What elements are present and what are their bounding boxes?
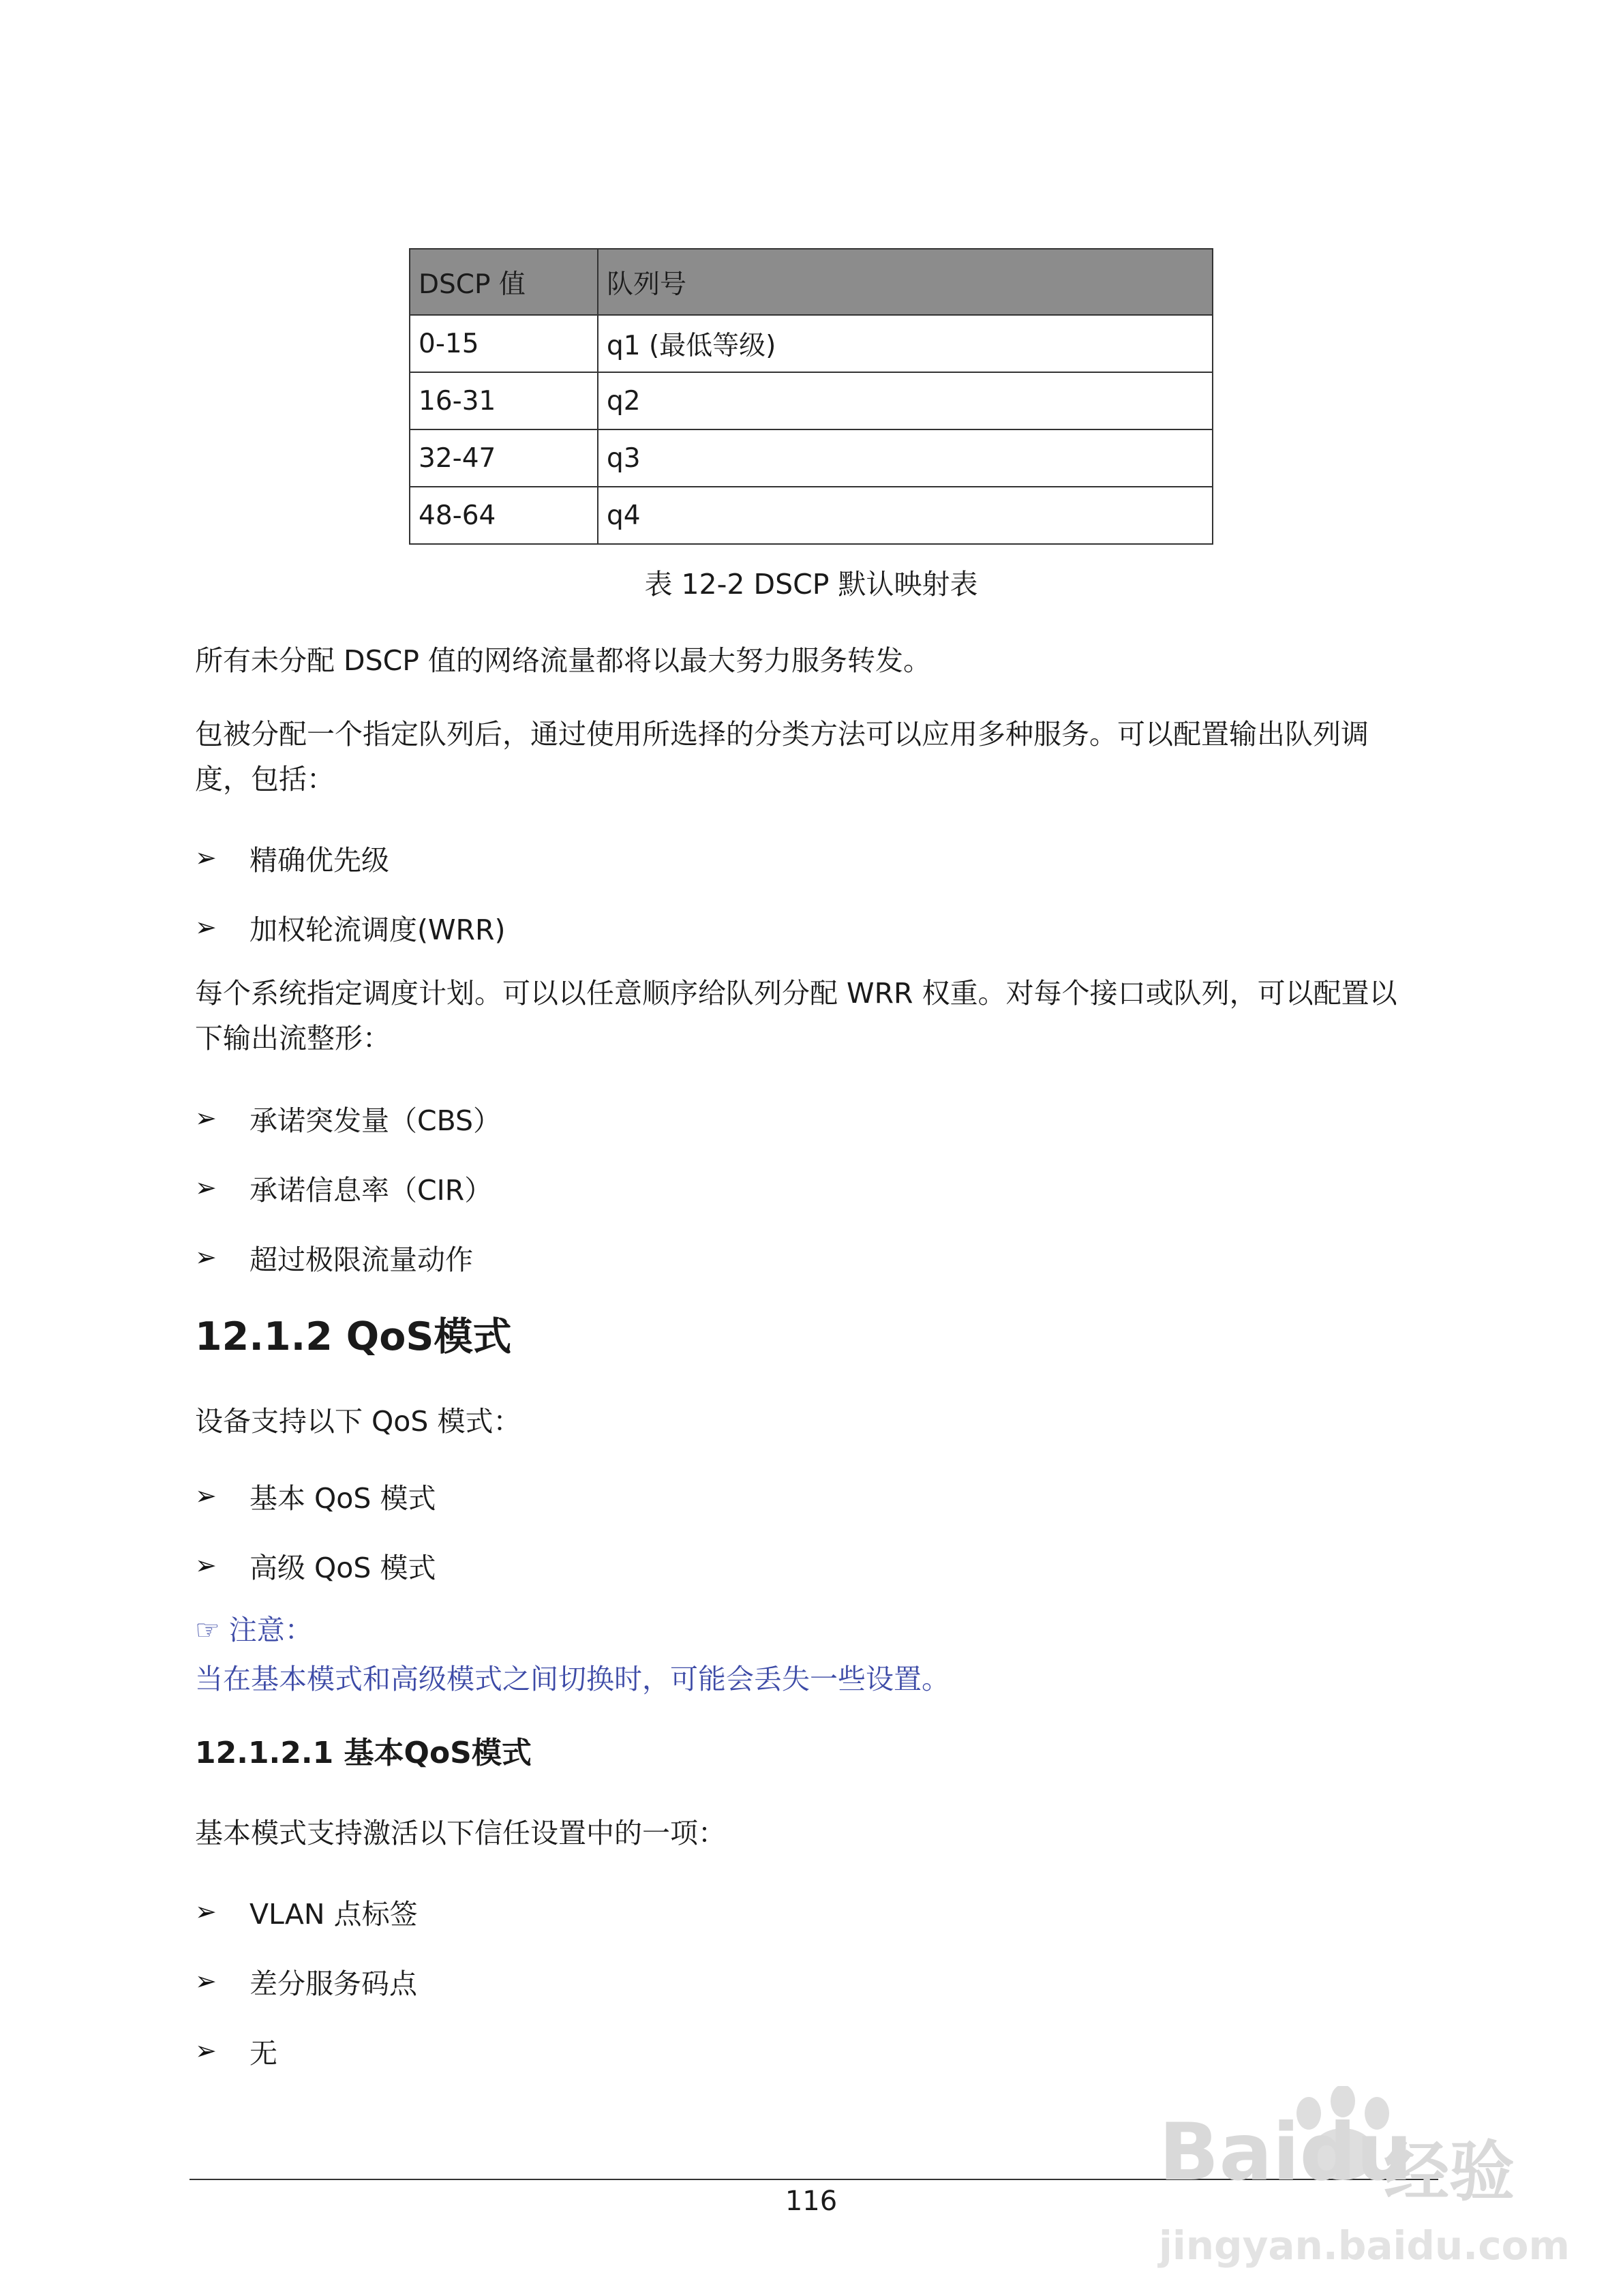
list-item-text: 承诺突发量（CBS）: [249, 1104, 502, 1137]
arrow-bullet-icon: ➢: [195, 2036, 217, 2066]
table-caption: 表 12-2 DSCP 默认映射表: [644, 568, 978, 601]
paragraph-line: 每个系统指定调度计划。可以以任意顺序给队列分配 WRR 权重。对每个接口或队列，可以配置以: [195, 977, 1397, 1010]
list-item: [195, 1167, 492, 1208]
watermark-url: jingyan.baidu.com: [1159, 2222, 1570, 2269]
note-text: 当在基本模式和高级模式之间切换时，可能会丢失一些设置。: [195, 1663, 950, 1695]
list-item: [195, 1475, 436, 1516]
table-cell: q1 (最低等级): [598, 315, 1213, 372]
table-header-row: [410, 249, 1213, 315]
watermark-brand: Bai: [1159, 2106, 1300, 2199]
table-cell: 32-47: [410, 429, 598, 487]
page-number: 116: [785, 2186, 838, 2217]
list-item-text: 超过极限流量动作: [249, 1243, 473, 1276]
arrow-bullet-icon: ➢: [195, 1481, 217, 1511]
list-item-text: 精确优先级: [249, 843, 389, 877]
list-item-text: 基本 QoS 模式: [249, 1481, 436, 1515]
table-cell: 48-64: [410, 487, 598, 544]
table-row: [410, 429, 1213, 487]
list-item: [195, 1891, 418, 1932]
arrow-bullet-icon: ➢: [195, 843, 217, 873]
paragraph-line: 下输出流整形：: [195, 1022, 391, 1055]
list-item-text: 差分服务码点: [249, 1967, 417, 2000]
list-item: [195, 1237, 473, 1278]
arrow-bullet-icon: ➢: [195, 1966, 217, 1996]
paragraph-scheduling: [195, 971, 1442, 1061]
list-item-text: VLAN 点标签: [249, 1897, 418, 1931]
dscp-mapping-table: [409, 248, 1213, 545]
paragraph-trust-intro: 基本模式支持激活以下信任设置中的一项：: [195, 1817, 726, 1849]
pointing-hand-icon: ☞: [195, 1614, 220, 1646]
list-item: [195, 2030, 277, 2071]
watermark-jingyan: 经验: [1384, 2134, 1515, 2210]
arrow-bullet-icon: ➢: [195, 1173, 217, 1203]
list-item: [195, 1961, 417, 2002]
table-cell: q3: [598, 429, 1213, 487]
note-label-row: [195, 1610, 313, 1650]
paragraph-line: 度，包括：: [195, 763, 335, 796]
table-header-queue: 队列号: [598, 249, 1213, 315]
arrow-bullet-icon: ➢: [195, 912, 217, 942]
list-item: [195, 907, 506, 948]
list-item: [195, 837, 389, 878]
table-header-dscp: DSCP 值: [410, 249, 598, 315]
list-item-text: 高级 QoS 模式: [249, 1551, 436, 1584]
paragraph-queue-services: [195, 712, 1442, 802]
arrow-bullet-icon: ➢: [195, 1897, 217, 1927]
table-cell: q4: [598, 487, 1213, 544]
table-row: [410, 372, 1213, 429]
note-label: 注意：: [228, 1614, 313, 1646]
table-cell: 0-15: [410, 315, 598, 372]
arrow-bullet-icon: ➢: [195, 1242, 217, 1272]
list-item-text: 加权轮流调度(WRR): [249, 913, 506, 946]
arrow-bullet-icon: ➢: [195, 1550, 217, 1580]
paragraph-line: 包被分配一个指定队列后，通过使用所选择的分类方法可以应用多种服务。可以配置输出队列调: [195, 718, 1369, 751]
list-item-text: 承诺信息率（CIR）: [249, 1173, 493, 1207]
table-cell: q2: [598, 372, 1213, 429]
list-item: [195, 1545, 436, 1586]
table-row: [410, 487, 1213, 544]
table-row: [410, 315, 1213, 372]
arrow-bullet-icon: ➢: [195, 1103, 217, 1133]
list-item: [195, 1098, 501, 1138]
subsection-heading: 12.1.2.1 基本QoS模式: [195, 1736, 532, 1770]
paragraph-unassigned-dscp: 所有未分配 DSCP 值的网络流量都将以最大努力服务转发。: [195, 644, 932, 677]
paragraph-modes-intro: 设备支持以下 QoS 模式：: [195, 1405, 521, 1438]
list-item-text: 无: [249, 2036, 277, 2070]
table-cell: 16-31: [410, 372, 598, 429]
section-heading: 12.1.2 QoS模式: [195, 1314, 512, 1359]
watermark-brand-du: du: [1299, 2106, 1413, 2199]
